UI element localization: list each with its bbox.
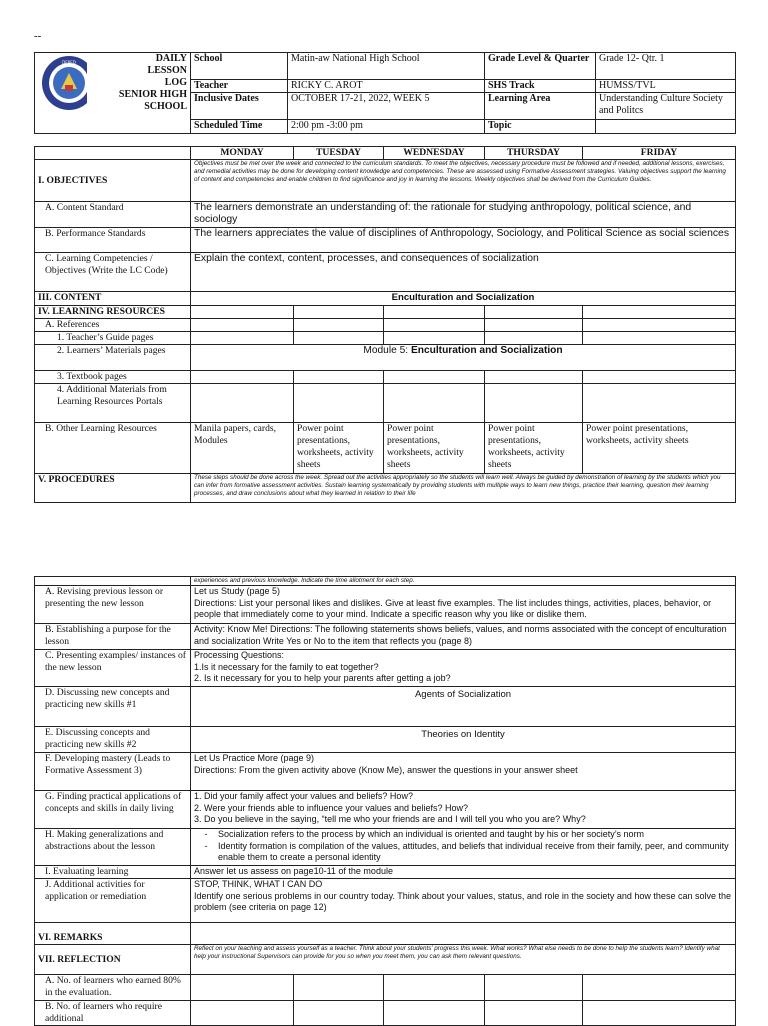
dates-value: OCTOBER 17-21, 2022, WEEK 5: [288, 93, 485, 120]
day-thursday: THURSDAY: [485, 147, 583, 160]
time-value: 2:00 pm -3:00 pm: [288, 120, 485, 134]
generalization-bullet: - Socialization refers to the process by which an individual is oriented and taught by his or her society’s norm: [204, 829, 645, 840]
module-prefix: Module 5:: [363, 345, 411, 356]
proc-c-cell: [191, 650, 736, 687]
learning-competencies-text: Explain the context, content, processes, and consequences of socialization: [191, 253, 736, 292]
topic-value: [596, 120, 736, 134]
proc-f-line: Let Us Practice More (page 9): [194, 753, 315, 764]
remarks-cell: [191, 923, 736, 945]
grade-value: Grade 12- Qtr. 1: [596, 53, 736, 80]
proc-f-label: F. Developing mastery (Leads to Formative Assessment 3): [35, 753, 191, 791]
textbook-label: 3. Textbook pages: [35, 371, 191, 384]
proc-c-label: C. Presenting examples/ instances of the new lesson: [35, 650, 191, 687]
dll-title: DAILY LESSON LOG SENIOR HIGH SCHOOL: [87, 53, 191, 134]
proc-b-label: B. Establishing a purpose for the lesson: [35, 624, 191, 650]
main-table: [34, 146, 736, 503]
proc-h-label: H. Making generalizations and abstractions about the lesson: [35, 829, 191, 866]
other-resources-tuesday: Power point presentations, worksheets, activity sheets: [294, 423, 384, 474]
day-tuesday: TUESDAY: [294, 147, 384, 160]
reflection-note: Reflect on your teaching and assess yourself as a teacher. Think about your students’ progress this week. What works? What else needs to be done to help the students learn? Identify what help your instructional Supervisors can provide for you so when you meet them, you can ask them relevant questions.: [191, 945, 736, 975]
svg-text:DEPED: DEPED: [62, 60, 76, 65]
other-resources-wednesday: Power point presentations, worksheets, activity sheets: [384, 423, 485, 474]
proc-i-label: I. Evaluating learning: [35, 866, 191, 879]
proc-g-line: 2. Were your friends able to influence your values and beliefs? How?: [194, 802, 468, 813]
resources-heading: IV. LEARNING RESOURCES: [35, 306, 191, 319]
proc-e-text: Theories on Identity: [191, 727, 736, 753]
other-resources-thursday: Power point presentations, worksheets, activity sheets: [485, 423, 583, 474]
track-value: HUMSS/TVL: [596, 80, 736, 93]
proc-a-title: Let us Study (page 5): [194, 586, 281, 597]
content-standard-label: A. Content Standard: [35, 202, 191, 228]
proc-a-text: Directions: List your personal likes and dislikes. Give at least five examples. The list includes things, activities, places, behavior, or people that immediately come to your mind. Indicate a specific reason why you like or dislike them.: [194, 597, 712, 620]
proc-j-line: Identify one serious problems in our country today. Think about your values, status, and role in the society and how these can solve the problem (see criteria on page 12): [194, 890, 731, 913]
proc-b-text: Activity: Know Me! Directions: The following statements shows beliefs, values, and norms associated with the concept of enculturation and socialization Write Yes or No to the item that reflects you (page 8): [191, 624, 736, 650]
procedures-table: [34, 576, 736, 1026]
content-standard-text: The learners demonstrate an understanding of: the rationale for studying anthropology, political science, and sociology: [191, 202, 736, 228]
proc-f-line: Directions: From the given activity above (Know Me), answer the questions in your answer sheet: [194, 764, 578, 775]
logo-cell: [35, 53, 87, 134]
learners-materials-label: 2. Learners’ Materials pages: [35, 345, 191, 371]
other-resources-label: B. Other Learning Resources: [35, 423, 191, 474]
proc-a-cell: [191, 586, 736, 624]
school-label: School: [191, 53, 288, 80]
proc-c-line: Processing Questions:: [194, 650, 285, 661]
objectives-note: Objectives must be met over the week and connected to the curriculum standards. To meet the objectives, necessary procedure must be followed and if needed, additional lessons, exercises, and remedial activities may be done for developing content knowledge and competencies. These are assessed using Formative Assessment strategies. Valuing objectives support the learning of content and competencies and enable children to find significance and joy in learning the lessons. Weekly objectives shall be derived from the Curriculum Guides.: [191, 160, 736, 202]
grade-label: Grade Level & Quarter: [485, 53, 596, 80]
content-value: Enculturation and Socialization: [191, 292, 736, 306]
top-mark: --: [34, 30, 42, 42]
module-title: Enculturation and Socialization: [410, 345, 563, 356]
area-label: Learning Area: [485, 93, 596, 120]
proc-h-cell: [191, 829, 736, 866]
learning-competencies-label: C. Learning Competencies / Objectives (Write the LC Code): [35, 253, 191, 292]
proc-e-label: E. Discussing concepts and practicing new skills #2: [35, 727, 191, 753]
topic-label: Topic: [485, 120, 596, 134]
proc-c-line: 2. Is it necessary for you to help your parents after getting a job?: [194, 673, 451, 684]
proc-j-line: STOP, THINK, WHAT I CAN DO: [194, 879, 323, 890]
area-value: Understanding Culture Society and Politcs: [596, 93, 736, 120]
other-resources-monday: Manila papers, cards, Modules: [191, 423, 294, 474]
reflection-b-label: B. No. of learners who require additional: [35, 1001, 191, 1026]
school-value: Matin-aw National High School: [288, 53, 485, 80]
proc-j-label: J. Additional activities for application or remediation: [35, 879, 191, 923]
proc-g-line: 3. Do you believe in the saying, “tell me who your friends are and I will tell you who you are? Why?: [194, 814, 586, 825]
references-label: A. References: [35, 319, 191, 332]
teachers-guide-label: 1. Teacher’s Guide pages: [35, 332, 191, 345]
performance-standards-text: The learners appreciates the value of disciplines of Anthropology, Sociology, and Political Science as social sciences: [191, 228, 736, 253]
proc-d-label: D. Discussing new concepts and practicing new skills #1: [35, 687, 191, 727]
other-resources-friday: Power point presentations, worksheets, activity sheets: [583, 423, 736, 474]
proc-g-cell: [191, 791, 736, 829]
objectives-heading: I. OBJECTIVES: [35, 160, 191, 202]
procedures-note: These steps should be done across the week. Spread out the activities appropriately so the students will learn well. Always be guided by demonstration of learning by the students which you can infer from formative assessment activities. Sustain learning systematically by providing students with multiple ways to learn new things, practice their learning, question their learning processes, and draw conclusions about what they learned in relation to their life: [191, 474, 736, 503]
teacher-label: Teacher: [191, 80, 288, 93]
additional-materials-label: 4. Additional Materials from Learning Resources Portals: [35, 384, 191, 423]
track-label: SHS Track: [485, 80, 596, 93]
proc-g-line: 1. Did your family affect your values and beliefs? How?: [194, 791, 413, 802]
day-friday: FRIDAY: [583, 147, 736, 160]
proc-d-text: Agents of Socialization: [191, 687, 736, 727]
day-wednesday: WEDNESDAY: [384, 147, 485, 160]
content-heading: III. CONTENT: [35, 292, 191, 306]
proc-g-label: G. Finding practical applications of concepts and skills in daily living: [35, 791, 191, 829]
header-table: [34, 52, 736, 134]
dates-label: Inclusive Dates: [191, 93, 288, 120]
proc-a-label: A. Revising previous lesson or presenting the new lesson: [35, 586, 191, 624]
teacher-value: RICKY C. AROT: [288, 80, 485, 93]
time-label: Scheduled Time: [191, 120, 288, 134]
proc-j-cell: [191, 879, 736, 923]
reflection-a-label: A. No. of learners who earned 80% in the evaluation.: [35, 975, 191, 1001]
module-cell: [191, 345, 736, 371]
procedures-note-cont: experiences and previous knowledge. Indicate the time allotment for each step.: [191, 577, 736, 586]
reflection-heading: VII. REFLECTION: [35, 945, 191, 975]
proc-f-cell: [191, 753, 736, 791]
deped-seal-icon: [41, 55, 87, 111]
procedures-heading: V. PROCEDURES: [35, 474, 191, 503]
remarks-heading: VI. REMARKS: [35, 923, 191, 945]
proc-i-text: Answer let us assess on page10-11 of the module: [191, 866, 736, 879]
performance-standards-label: B. Performance Standards: [35, 228, 191, 253]
day-monday: MONDAY: [191, 147, 294, 160]
proc-c-line: 1.Is it necessary for the family to eat together?: [194, 661, 379, 672]
generalization-bullet: - Identity formation is compilation of the values, attitudes, and beliefs that individual receive from their family, peer, and community enable them to create a personal identity: [204, 840, 729, 863]
